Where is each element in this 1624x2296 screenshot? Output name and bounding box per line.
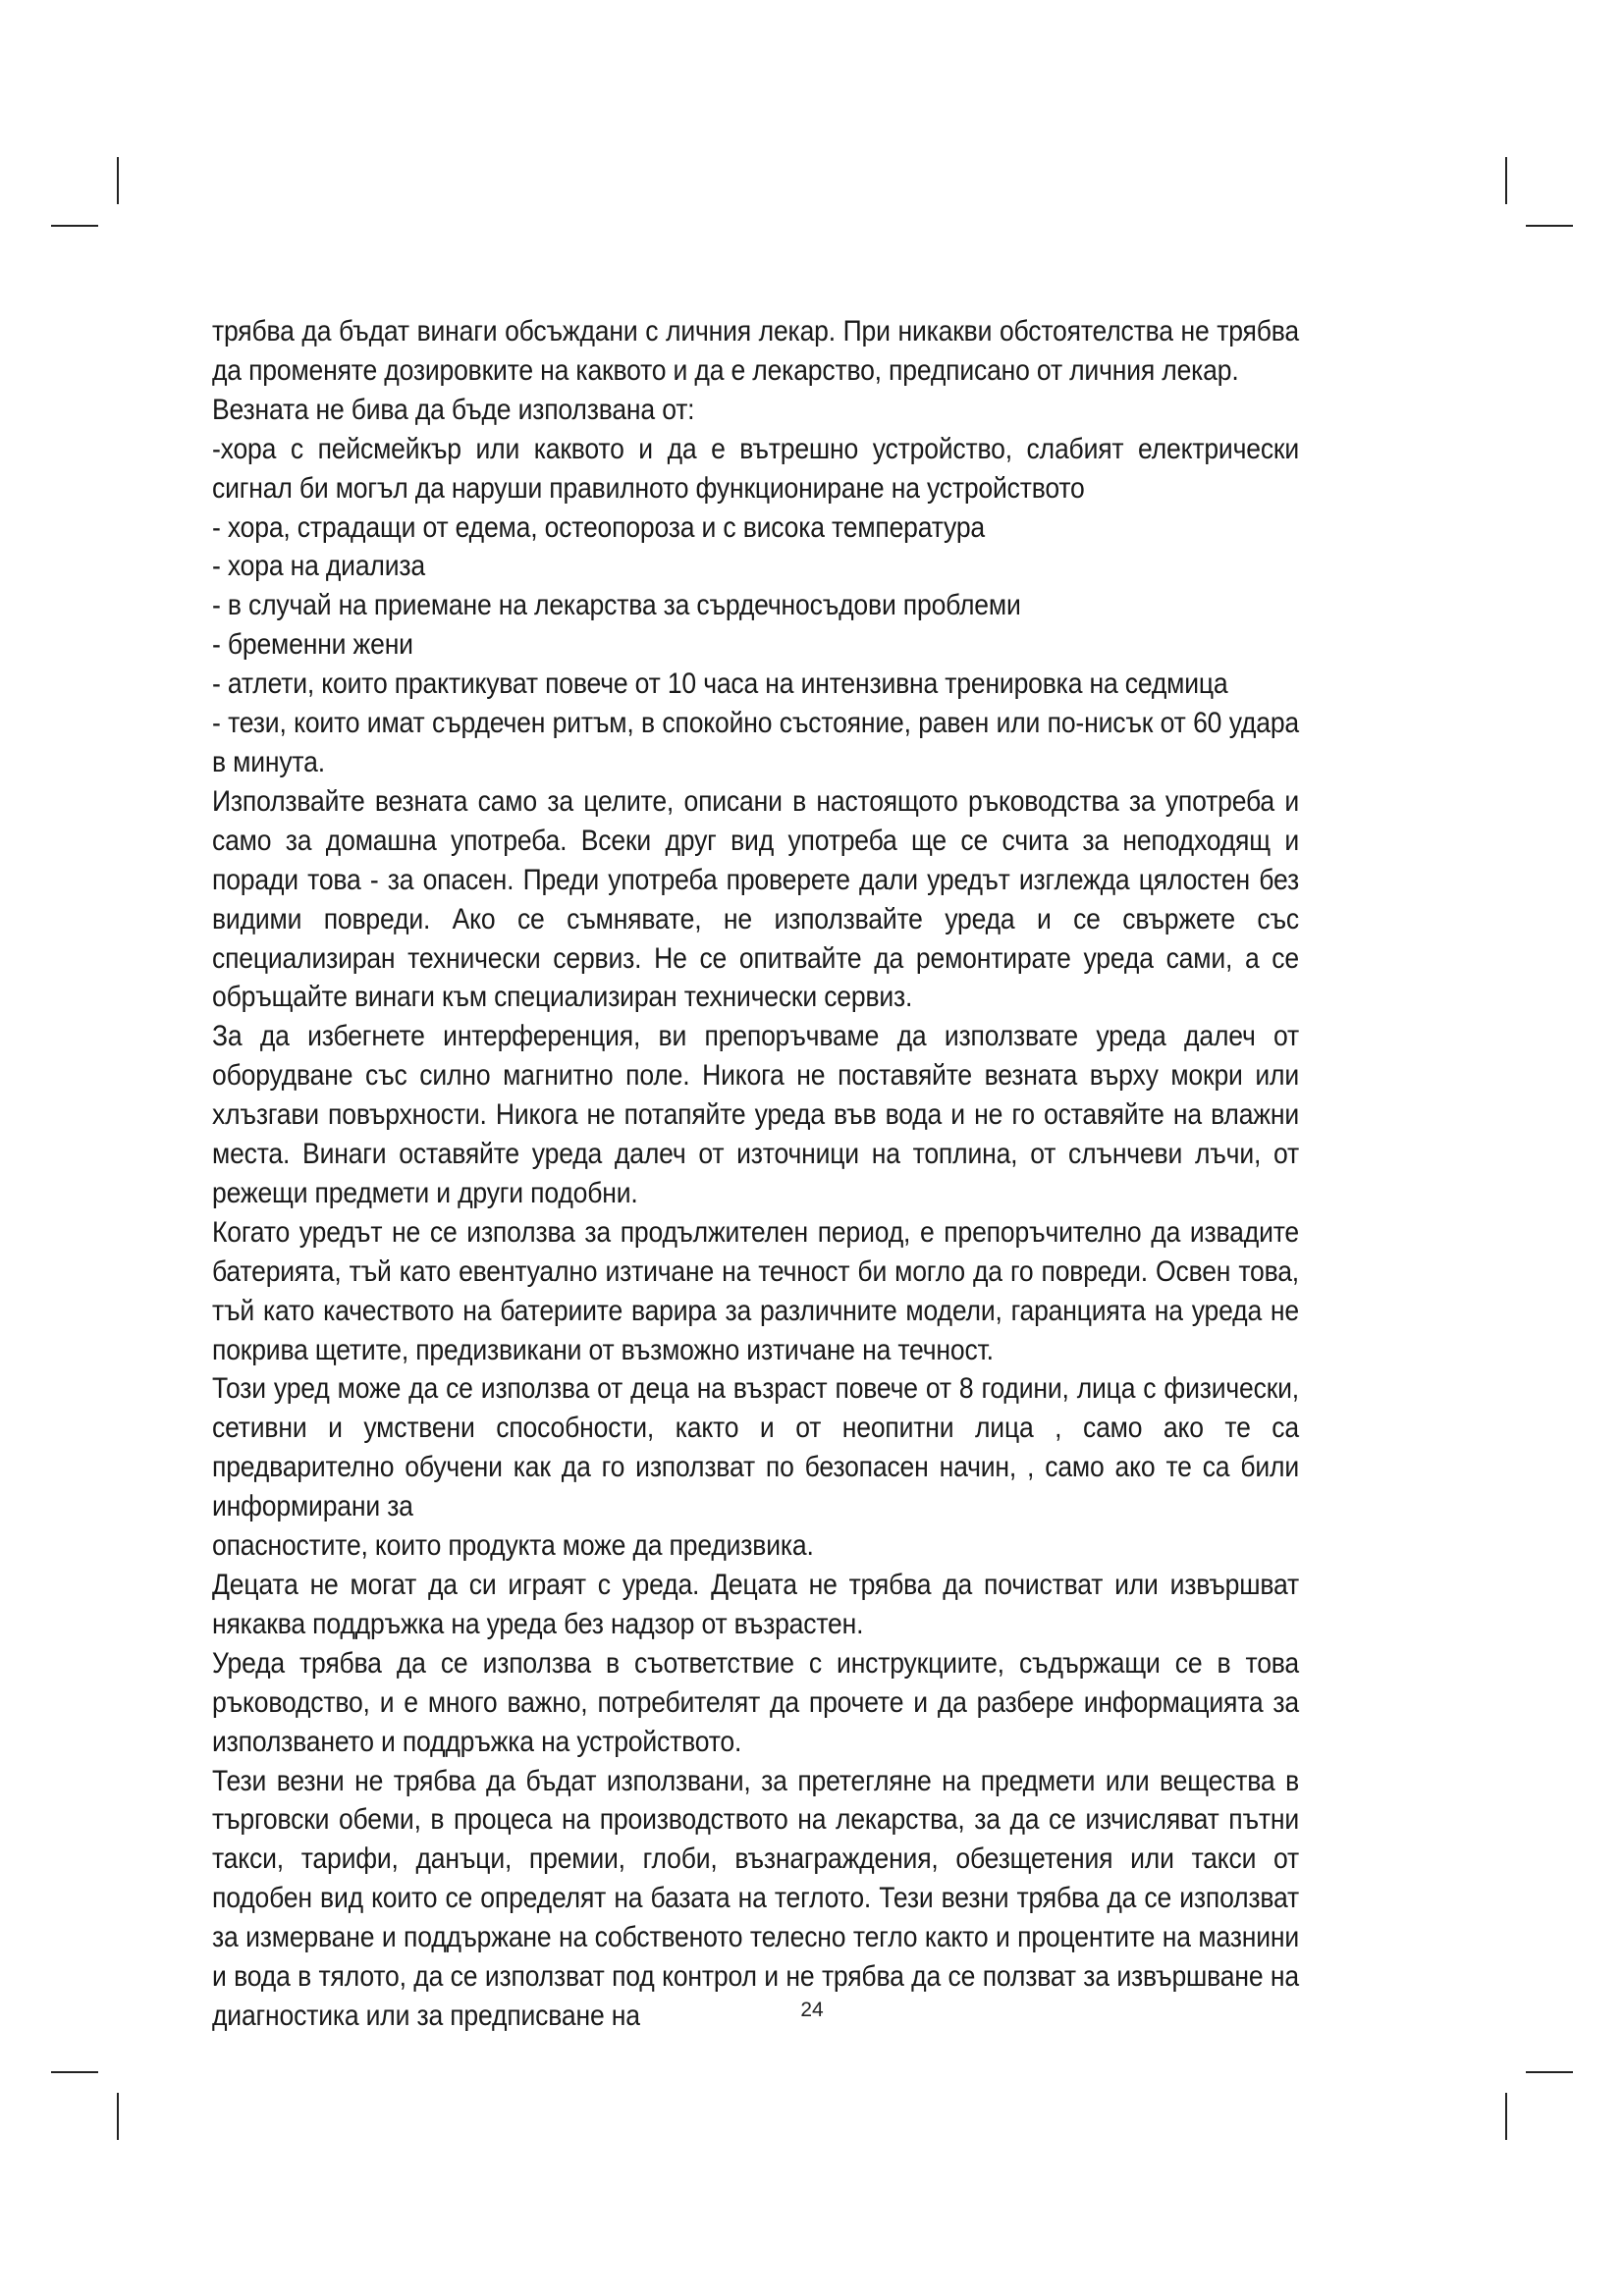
list-item-pregnant: - бременни жени [212,628,413,662]
paragraph-intended-use: Използвайте везната само за целите, описани в настоящото ръководства за употреба и само за домашна употреба. Всеки друг вид употреба ще се счита за неподходящ и поради това - за опасен. Преди употреба проверете дали уредът изглежда цялостен без видими повреди. Ако се съмнявате, не използвайте уреда и се свържете със специализиран технически сервиз. Не се опитвайте да ремонтирате уреда сами, а се обръщайте винаги към специализиран технически сервиз. [212,784,1299,1014]
paragraph-children-usage-end: опасностите, които продукта може да предизвика. [212,1529,814,1563]
paragraph-children-play: Децата не могат да си играят с уреда. Децата не трябва да почистват или извършват някаква поддръжка на уреда без надзор от възрастен. [212,1569,1299,1640]
list-item-athletes: - атлети, които практикуват повече от 10 часа на интензивна тренировка на седмица [212,667,1228,701]
paragraph-commercial-use: Тези везни не трябва да бъдат използвани, за претегляне на предмети или вещества в търговски обеми, в процеса на производството на лекарства, за да се изчисляват пътни такси, тарифи, данъци, премии, глоби, възнаграждения, обезщетения или такси от подобен вид които се определят на базата на теглото. Тези везни трябва да се използват за измерване и поддържане на собственото телесно тегло както и процентите на мазнини и вода в тялото, да се използват под контрол и не трябва да се ползват за извършване на диагностика или за предписване на [212,1764,1299,2032]
list-item-edema: - хора, страдащи от едема, остеопороза и с висока температура [212,510,986,544]
page-number: 24 [800,1999,824,2021]
list-item-cardio-medication: - в случай на приемане на лекарства за сърдечносъдови проблеми [212,589,1021,622]
paragraph-children-usage: Този уред може да се използва от деца на възраст повече от 8 години, лица с физически, сетивни и умствени способности, както и от неопитни лица , само ако те са предварително обучени как да го използват по безопасен начин, , само ако те са били информирани за [212,1372,1299,1523]
crop-mark-top-right-vertical [1505,157,1507,204]
crop-mark-top-left-vertical [117,157,119,204]
crop-mark-bottom-left-vertical [117,2093,119,2140]
paragraph-doctor-consult: трябва да бъдат винаги обсъждани с личния лекар. При никакви обстоятелства не трябва да променяте дозировките на каквото и да е лекарство, предписано от личния лекар. [212,315,1299,387]
paragraph-interference: За да избегнете интерференция, ви препоръчваме да използвате уреда далеч от оборудване със силно магнитно поле. Никога не поставяйте везната върху мокри или хлъзгави повърхности. Никога не потапяйте уреда във вода и не го оставяйте на влажни места. Винаги оставяйте уреда далеч от източници на топлина, от слънчеви лъчи, от режещи предмети и други подобни. [212,1020,1299,1209]
crop-mark-top-right-horizontal [1526,225,1573,227]
crop-mark-bottom-right-horizontal [1526,2071,1573,2073]
crop-mark-bottom-left-horizontal [51,2071,98,2073]
document-body [212,312,1299,2036]
list-item-pacemaker: -хора с пейсмейкър или каквото и да е вътрешно устройство, слабият електрически сигнал би могъл да наруши правилното функциониране на устройството [212,432,1299,505]
paragraph-instructions: Уреда трябва да се използва в съответствие с инструкциите, съдържащи се в това ръководство, и е много важно, потребителят да прочете и да разбере информацията за използването и поддръжка на устройството. [212,1646,1299,1758]
crop-mark-bottom-right-vertical [1505,2093,1507,2140]
paragraph-restrictions-intro: Везната не бива да бъде използвана от: [212,393,695,426]
list-item-dialysis: - хора на диализа [212,550,425,583]
list-item-heart-rate: - тези, които имат сърдечен ритъм, в спокойно състояние, равен или по-нисък от 60 удара в минута. [212,707,1299,778]
paragraph-battery: Когато уредът не се използва за продължителен период, е препоръчително да извадите батерията, тъй като евентуално изтичане на течност би могло да го повреди. Освен това, тъй като качеството на батериите варира за различните модели, гаранцията на уреда не покрива щетите, предизвикани от възможно изтичане на течност. [212,1215,1299,1366]
crop-mark-top-left-horizontal [51,225,98,227]
